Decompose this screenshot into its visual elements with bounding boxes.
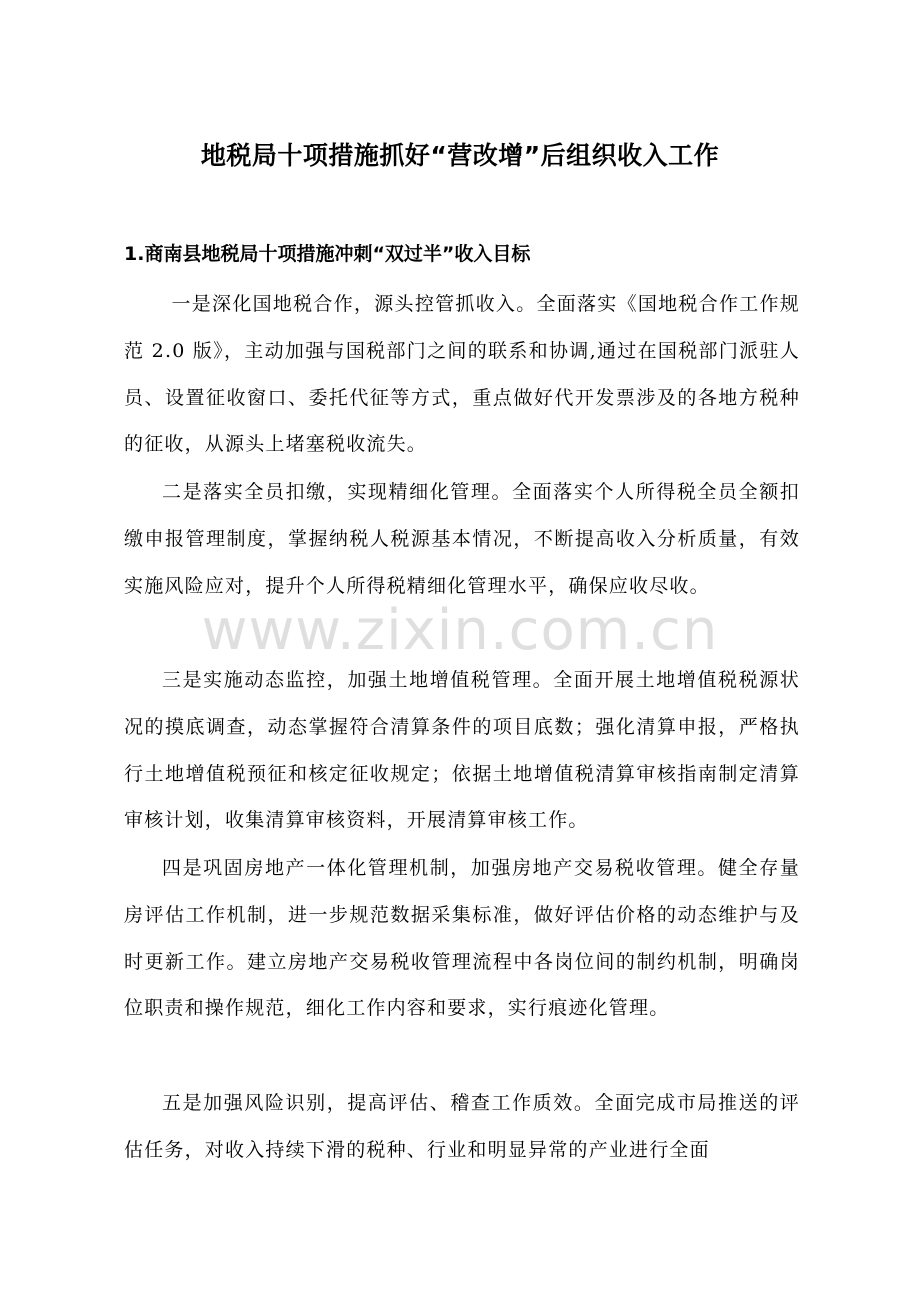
watermark: www.zixin.com.cn: [201, 598, 719, 663]
paragraph-1: 一是深化国地税合作，源头控管抓收入。全面落实《国地税合作工作规范 2.0 版》，主动加强与国税部门之间的联系和协调,通过在国税部门派驻人员、设置征收窗口、委托代征等方式，重点做好代开发票涉及的各地方税种的征收，从源头上堵塞税收流失。: [124, 293, 800, 456]
paragraph-3: 三是实施动态监控，加强土地增值税管理。全面开展土地增值税税源状况的摸底调查，动态掌握符合清算条件的项目底数；强化清算申报，严格执行土地增值税预征和核定征收规定；依据土地增值税清算审核指南制定清算审核计划，收集清算审核资料，开展清算审核工作。: [124, 669, 800, 832]
paragraph-5: 五是加强风险识别，提高评估、稽查工作质效。全面完成市局推送的评估任务，对收入持续下滑的税种、行业和明显异常的产业进行全面: [124, 1092, 800, 1161]
document-title: 地税局十项措施抓好“营改增”后组织收入工作: [200, 141, 720, 170]
paragraph-2: 二是落实全员扣缴，实现精细化管理。全面落实个人所得税全员全额扣缴申报管理制度，掌握纳税人税源基本情况，不断提高收入分析质量，有效实施风险应对，提升个人所得税精细化管理水平，确保应收尽收。: [124, 481, 800, 597]
paragraph-4: 四是巩固房地产一体化管理机制，加强房地产交易税收管理。健全存量房评估工作机制，进一步规范数据采集标准，做好评估价格的动态维护与及时更新工作。建立房地产交易税收管理流程中各岗位间的制约机制，明确岗位职责和操作规范，细化工作内容和要求，实行痕迹化管理。: [124, 857, 800, 1020]
section-heading: 1.商南县地税局十项措施冲刺“双过半”收入目标: [124, 243, 531, 265]
